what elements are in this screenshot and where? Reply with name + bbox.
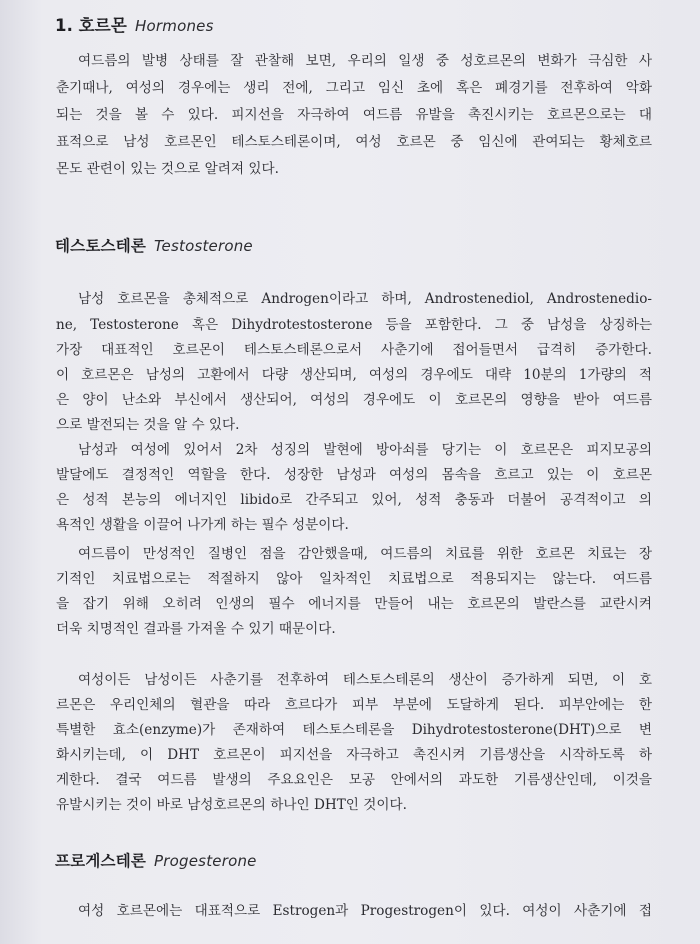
paragraph-line: 춘기때나, 여성의 경우에는 생리 전에, 그리고 임신 초에 혹은 폐경기를 전후하여 악화 (56, 80, 652, 96)
paragraph-line: 되는 것을 볼 수 있다. 피지선을 자극하여 여드름 유발을 촉진시키는 호르몬으로는 대 (56, 107, 652, 123)
subsection-title-en: Testosterone (154, 237, 253, 255)
paragraph-line: 여드름의 발병 상태를 잘 관찰해 보면, 우리의 일생 중 성호르몬의 변화가 극심한 사 (78, 53, 652, 69)
paragraph-line: 으로 발전되는 것을 알 수 있다. (56, 417, 240, 433)
paragraph-line: 여성이든 남성이든 사춘기를 전후하여 테스토스테론의 생산이 증가하게 되면, 이 호 (78, 672, 652, 688)
paragraph-line: 르몬은 우리인체의 혈관을 따라 흐르다가 피부 부분에 도달하게 된다. 피부안에는 한 (56, 697, 652, 713)
paragraph-line: ne, Testosterone 혹은 Dihydrotestosterone 등을 포함한다. 그 중 남성을 상징하는 (56, 317, 652, 333)
paragraph-line: 남성 호르몬을 총체적으로 Androgen이라고 하며, Androstenediol, Androstenedio- (78, 291, 652, 307)
paragraph-line: 발달에도 결정적인 역할을 한다. 성장한 남성과 여성의 몸속을 흐르고 있는 이 호르몬 (56, 467, 652, 483)
paragraph-line: 유발시키는 것이 바로 남성호르몬의 하나인 DHT인 것이다. (56, 797, 407, 813)
paragraph-line: 특별한 효소(enzyme)가 존재하여 테스토스테론을 Dihydrotestosterone(DHT)으로 변 (56, 722, 652, 738)
paragraph-line: 을 잡기 위해 오히려 인생의 필수 에너지를 만들어 내는 호르몬의 발란스를 교란시켜 (56, 596, 652, 612)
paragraph-line: 표적으로 남성 호르몬인 테스토스테론이며, 여성 호르몬 중 임신에 관여되는 황체호르 (56, 134, 652, 150)
subsection-title-ko: 프로게스테론 (55, 852, 147, 870)
paragraph-line: 은 성적 본능의 에너지인 libido로 간주되고 있어, 성적 충동과 더불어 공격적이고 의 (56, 492, 652, 508)
section-heading-hormones (55, 12, 214, 36)
paragraph-line: 더욱 치명적인 결과를 가져올 수 있기 때문이다. (56, 621, 336, 637)
paragraph-line: 은 양이 난소와 부신에서 생산되어, 여성의 경우에도 이 호르몬의 영향을 받아 여드름 (56, 392, 652, 408)
paragraph-line: 몬도 관련이 있는 것으로 알려져 있다. (56, 161, 279, 177)
paragraph-line: 이 호르몬은 남성의 고환에서 다량 생산되며, 여성의 경우에도 대략 10분의 1가량의 적 (56, 367, 652, 383)
subsection-title-ko: 테스토스테론 (55, 237, 147, 255)
section-title-ko: 호르몬 (78, 16, 128, 35)
subsection-heading-testosterone (55, 234, 253, 256)
paragraph-line: 게한다. 결국 여드름 발생의 주요요인은 모공 안에서의 과도한 기름생산인데, 이것을 (56, 772, 652, 788)
paragraph-line: 화시키는데, 이 DHT 호르몬이 피지선을 자극하고 촉진시켜 기름생산을 시작하도록 하 (56, 747, 652, 763)
paragraph-line: 여드름이 만성적인 질병인 점을 감안했을때, 여드름의 치료를 위한 호르몬 치료는 장 (78, 546, 652, 562)
paragraph-line: 욕적인 생활을 이끌어 나가게 하는 필수 성분이다. (56, 517, 349, 533)
subsection-heading-progesterone (55, 849, 257, 871)
subsection-title-en: Progesterone (154, 852, 257, 870)
section-number: 1. (55, 16, 74, 35)
section-title-en: Hormones (135, 17, 214, 35)
paragraph-line: 가장 대표적인 호르몬이 테스토스테론으로서 사춘기에 접어들면서 급격히 증가한다. (56, 342, 652, 358)
paragraph-line: 남성과 여성에 있어서 2차 성징의 발현에 방아쇠를 당기는 이 호르몬은 피지모공의 (78, 442, 652, 458)
paragraph-line: 기적인 치료법으로는 적절하지 않아 일차적인 치료법으로 적용되지는 않는다. 여드름 (56, 571, 652, 587)
paragraph-line: 여성 호르몬에는 대표적으로 Estrogen과 Progestrogen이 있다. 여성이 사춘기에 접 (78, 903, 652, 919)
